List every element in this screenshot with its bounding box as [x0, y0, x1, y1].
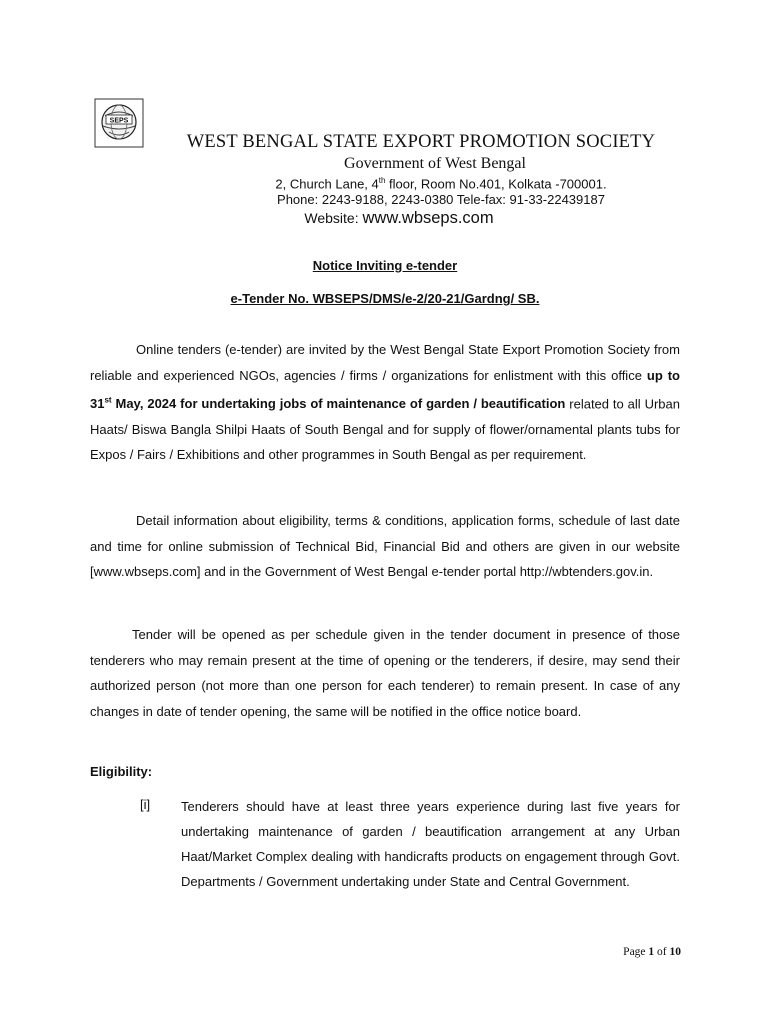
paragraph-details — [90, 508, 680, 585]
p1-text-c: related to all Urban Haats/ Biswa Bangla Shilpi Haats of South Bengal and for supply of flower/ornamental plants tubs for Expos / Fairs / Exhibitions and other programmes in South Bengal as per requirement. — [90, 396, 680, 463]
p2-text: Detail information about eligibility, terms & conditions, application forms, schedule of last date and time for online submission of Technical Bid, Financial Bid and others are given in our website [www.wbseps.com] and in the Government of West Bengal e-tender portal http://wbtenders.gov.in. — [90, 513, 680, 579]
phone-line: Phone: 2243-9188, 2243-0380 Tele-fax: 91-33-22439187 — [277, 192, 605, 207]
p1-bold-sup: st — [104, 396, 112, 405]
address-line — [0, 176, 770, 191]
paragraph-opening — [90, 622, 680, 724]
paragraph-invitation — [90, 337, 680, 468]
website-label: Website: — [304, 210, 363, 226]
page-number — [560, 946, 681, 958]
website-link[interactable]: www.wbseps.com — [362, 209, 494, 227]
p1-text-a: Online tenders (e-tender) are invited by the West Bengal State Export Promotion Society from reliable and experienced NGOs, agencies / firms / organizations for enlistment with this office — [90, 342, 680, 383]
page-label: Page — [623, 946, 649, 958]
p1-bold-a: up to 31 — [90, 367, 680, 412]
p3-text: Tender will be opened as per schedule given in the tender document in presence of those tenderers who may remain present at the time of opening or the tenderers, if desire, may send their authorized person (not more than one person for each tenderer) to remain present. In case of any changes in date of tender opening, the same will be notified in the office notice board. — [90, 627, 680, 719]
logo-text: SEPS — [109, 117, 129, 125]
address-pre: 2, Church Lane, 4 — [275, 176, 379, 192]
tender-number: e-Tender No. WBSEPS/DMS/e-2/20-21/Gardng/ SB. — [230, 291, 540, 306]
address-post: floor, Room No.401, Kolkata -700001. — [385, 176, 607, 192]
organization-title: WEST BENGAL STATE EXPORT PROMOTION SOCIETY — [186, 132, 656, 152]
government-subtitle: Government of West Bengal — [344, 155, 526, 172]
page-current: 1 — [648, 946, 655, 958]
notice-title: Notice Inviting e-tender — [312, 258, 458, 273]
website-line — [0, 209, 770, 228]
eligibility-heading: Eligibility: — [90, 764, 153, 779]
eligibility-item-text: Tenderers should have at least three years experience during last five years for undertaking maintenance of garden / beautification arrangement at any Urban Haat/Market Complex dealing with handicrafts products on engagement through Govt. Departments / Government undertaking under State and Central Government. — [181, 799, 680, 889]
page-total: 10 — [669, 946, 681, 958]
p1-bold-b: May, 2024 for undertaking jobs of maintenance of garden / beautification — [111, 396, 566, 412]
page-of: of — [654, 946, 670, 958]
eligibility-item-number: [i] — [140, 797, 151, 812]
address-sup: th — [378, 176, 386, 185]
